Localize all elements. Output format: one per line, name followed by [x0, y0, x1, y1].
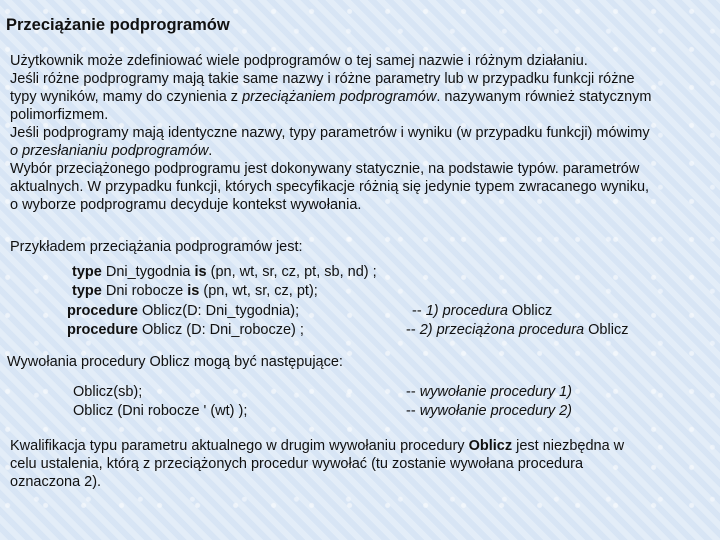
text: Oblicz [584, 322, 629, 338]
code-line [67, 321, 304, 339]
keyword: type [72, 264, 102, 280]
text: (pn, wt, sr, cz, pt, sb, nd) ; [206, 264, 377, 280]
intro-line: Użytkownik może zdefiniować wiele podprogramów o tej samej nazwie i różnym działaniu. [10, 53, 588, 69]
conclusion-line: celu ustalenia, którą z przeciążonych procedur wywołać (tu zostanie wywołana procedura [10, 456, 584, 472]
code-line [72, 282, 318, 300]
text: -- [412, 303, 426, 319]
intro-line: Jeśli podprogramy mają identyczne nazwy, typy parametrów i wyniku (w przypadku funkcji) mówimy [10, 125, 650, 141]
text: Oblicz(D: Dni_tygodnia); [137, 303, 300, 319]
term-overriding: o przesłanianiu podprogramów [10, 143, 209, 159]
code-line [67, 302, 299, 320]
keyword: procedure [67, 322, 138, 338]
text: wywołanie procedury 1) [419, 384, 573, 400]
keyword: is [187, 283, 200, 299]
intro-line: o wyborze podprogramu decyduje kontekst wywołania. [10, 197, 362, 213]
call-comment [406, 402, 572, 420]
slide-title: Przeciążanie podprogramów [6, 16, 230, 34]
text: (pn, wt, sr, cz, pt); [199, 283, 318, 299]
intro-line [10, 142, 716, 160]
text: Dni_tygodnia [101, 264, 195, 280]
term-overloading: przeciążaniem podprogramów [242, 89, 437, 105]
text: Oblicz [507, 303, 553, 319]
conclusion-line: oznaczona 2). [10, 474, 102, 490]
text: . nazywanym również statycznym [436, 89, 652, 105]
call-comment [406, 383, 572, 401]
intro-line [10, 88, 716, 106]
keyword: type [72, 283, 102, 299]
text: Kwalifikacja typu parametru aktualnego w drugim wywołaniu procedury [10, 438, 469, 454]
text: jest niezbędna w [512, 438, 625, 454]
text: typy wyników, mamy do czynienia z [10, 89, 243, 105]
conclusion-paragraph [10, 437, 716, 491]
intro-paragraph [10, 52, 716, 214]
text: 2) przeciążona procedura [419, 322, 585, 338]
code-line [72, 263, 377, 281]
text: -- [406, 322, 420, 338]
call-line: Oblicz (Dni robocze ' (wt) ); [73, 403, 248, 419]
text: wywołanie procedury 2) [419, 403, 573, 419]
keyword: is [194, 264, 207, 280]
intro-line: aktualnych. W przypadku funkcji, których specyfikacje różnią się jedynie typem zwracanego wyniku, [10, 179, 650, 195]
intro-line: polimorfizmem. [10, 107, 109, 123]
intro-line: Jeśli różne podprogramy mają takie same nazwy i różne parametry lub w przypadku funkcji różne [10, 71, 635, 87]
conclusion-line [10, 437, 716, 455]
text: 1) procedura [425, 303, 508, 319]
text: -- [406, 403, 420, 419]
calls-heading: Wywołania procedury Oblicz mogą być następujące: [7, 354, 343, 370]
code-comment [406, 321, 628, 339]
keyword: procedure [67, 303, 138, 319]
text: . [208, 143, 213, 159]
text: Oblicz (D: Dni_robocze) ; [137, 322, 304, 338]
call-line: Oblicz(sb); [73, 384, 143, 400]
text: Dni robocze [101, 283, 188, 299]
code-comment [412, 302, 552, 320]
example-heading: Przykładem przeciążania podprogramów jest: [10, 239, 303, 255]
text: -- [406, 384, 420, 400]
keyword: Oblicz [468, 438, 513, 454]
intro-line: Wybór przeciążonego podprogramu jest dokonywany statycznie, na podstawie typów. parametrów [10, 161, 640, 177]
